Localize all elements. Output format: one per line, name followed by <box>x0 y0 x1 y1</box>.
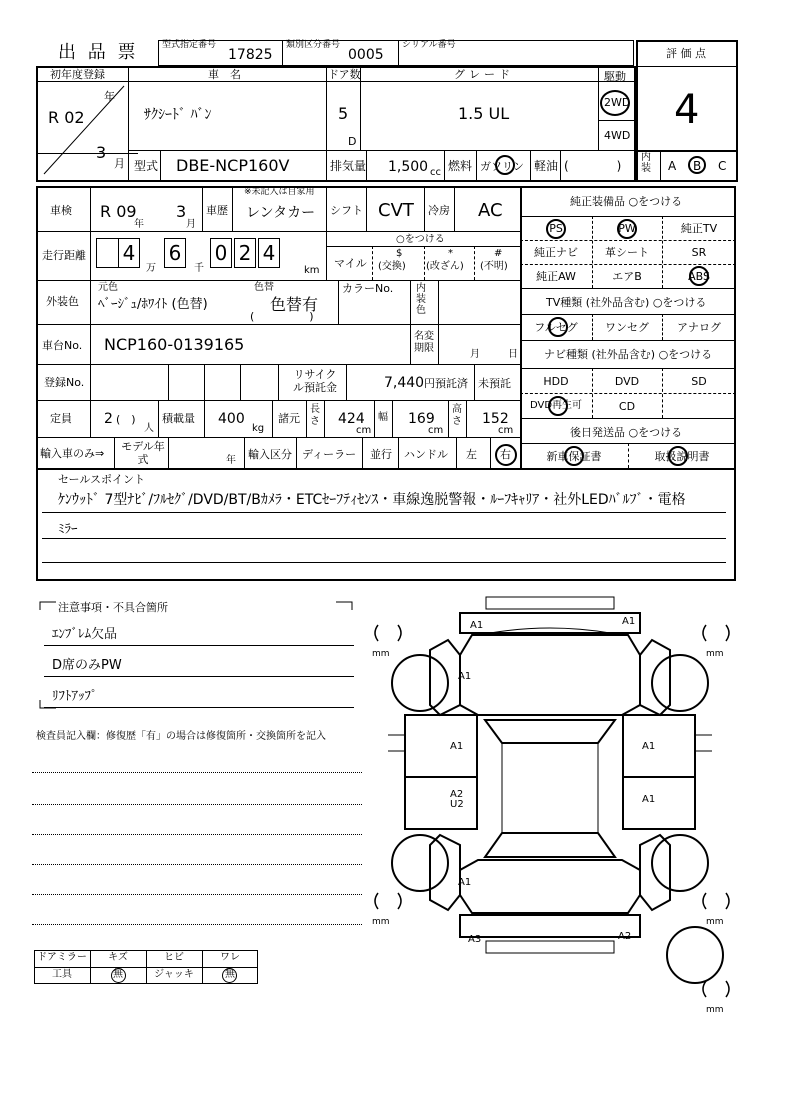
mm-label: mm <box>372 649 390 659</box>
mm-label: mm <box>372 917 390 927</box>
tools-label: 工具 <box>52 969 72 980</box>
sales-point-line2: ﾐﾗｰ <box>58 522 78 537</box>
dims-label: 諸元 <box>278 412 300 425</box>
tv-oneseg: ワンセグ <box>605 321 649 334</box>
import-dealer: ディーラー <box>302 448 357 461</box>
mm-label: mm <box>706 1005 724 1015</box>
chassis-number: NCP160-0139165 <box>104 335 245 354</box>
first-reg-month: 3 <box>96 143 107 162</box>
nav-hdd: HDD <box>543 375 569 388</box>
jack-value: 無 <box>225 969 235 980</box>
drive-label: 駆動 <box>604 70 626 83</box>
grade-label: グレード <box>454 68 514 81</box>
door-count: 5 <box>338 104 349 123</box>
sheet-title: 出 品 票 <box>58 42 139 63</box>
later-warranty: 新車保証書 <box>546 450 602 463</box>
shaken-month-unit: 月 <box>186 219 196 230</box>
katashiki-label: 型式 <box>134 159 159 173</box>
name-change-label: 名変期限 <box>414 331 434 354</box>
inspector-label: 検査員記入欄：修復歴「有」の場合は修復箇所・交換箇所を記入 <box>36 731 326 742</box>
interior-b-circle <box>688 156 706 174</box>
equip-pw-circle <box>617 219 637 239</box>
tv-analog: アナログ <box>677 321 721 334</box>
sales-point-line1: ｹﾝｳｯﾄﾞ 7型ﾅﾋﾞ/ﾌﾙｾｸﾞ/DVD/BT/Bｶﾒﾗ・ETCｾｰﾌﾃｨｾﾝｽ・車線逸脱警報・ﾙｰﾌｷｬﾘｱ・社外LEDﾊﾞﾙﾌﾞ・電格 <box>58 492 686 508</box>
import-type-label: 輸入区分 <box>248 448 292 461</box>
recycle-amount: 7,440 <box>384 375 425 391</box>
class-code-label: 類別区分番号 <box>286 40 341 50</box>
door-suffix: D <box>348 135 357 148</box>
equip-abs: ABS <box>688 270 710 283</box>
load-unit: kg <box>252 423 265 434</box>
orig-color: ﾍﾞｰｼﾞｭ/ﾎﾜｲﾄ (色替) <box>98 297 208 312</box>
color-no-label: カラーNo. <box>342 282 394 295</box>
fuel-label: 燃料 <box>448 159 473 173</box>
recycle-paid: 円預託済 <box>424 377 468 390</box>
orig-color-label: 元色 <box>98 282 118 293</box>
jack-circle <box>222 968 237 983</box>
mileage-digit: 4 <box>258 238 280 268</box>
tools-value: 無 <box>113 969 123 980</box>
damage-mark: A1 <box>458 671 472 682</box>
capacity-value: 2 <box>104 411 113 427</box>
history-note: ※未記入は自家用 <box>244 187 315 197</box>
equip-leather: 革シート <box>605 246 649 259</box>
damage-mark: A2 <box>618 931 632 942</box>
jack-label: ジャッキ <box>154 969 194 980</box>
damage-mark: A1 <box>458 877 472 888</box>
nm-month: 月 <box>470 349 480 360</box>
shaken-label: 車検 <box>50 204 72 217</box>
cc-unit: cc <box>430 167 441 178</box>
rating-score: 4 <box>674 87 700 133</box>
damage-mark: A1 <box>450 741 464 752</box>
first-reg-label: 初年度登録 <box>50 68 105 81</box>
model-code-label: 型式指定番号 <box>162 40 217 50</box>
shift-label: シフト <box>330 204 363 217</box>
reg-no-label: 登録No. <box>44 376 85 389</box>
damage-mark: A1 <box>470 620 484 631</box>
sales-point-label: セールスポイント <box>58 473 146 486</box>
mileage-digit: 0 <box>210 238 232 268</box>
drive-2wd: 2WD <box>604 96 631 109</box>
shift-value: CVT <box>378 200 414 221</box>
car-name-label: 車 名 <box>208 68 241 81</box>
height-value: 152 <box>482 411 509 427</box>
model-code: 17825 <box>228 47 273 63</box>
mileage-unknown: (不明) <box>480 261 508 272</box>
mileage-exchange: (交換) <box>378 261 406 272</box>
nm-day: 日 <box>508 349 518 360</box>
equip-airbag: エアB <box>612 270 642 283</box>
nav-sd: SD <box>691 375 707 388</box>
mileage-digit-blank <box>96 238 118 268</box>
month-unit: 月 <box>114 157 125 170</box>
damage-mark: A1 <box>642 794 656 805</box>
fuel-diesel: 軽油 <box>534 159 559 173</box>
shaken-month: 3 <box>176 202 187 221</box>
exchange-sym: $ <box>396 248 403 259</box>
handle-right-circle <box>495 444 517 466</box>
load-label: 積載量 <box>162 412 195 425</box>
ac-label: 冷房 <box>428 204 450 217</box>
nav-dvd-play: DVD再生可 <box>529 400 583 411</box>
damage-mark: A1 <box>642 741 656 752</box>
shaken-year-unit: 年 <box>134 219 144 230</box>
capacity-paren: ( ) <box>116 413 136 426</box>
equip-aw: 純正AW <box>536 270 576 283</box>
note-line: ｴﾝﾌﾞﾚﾑ欠品 <box>52 627 118 642</box>
grade-value: 1.5 UL <box>458 104 510 123</box>
recolor-label: 色替 <box>254 282 274 293</box>
tools-circle <box>111 968 126 983</box>
year-unit: 年 <box>104 90 115 103</box>
mileage-digit: 6 <box>164 238 186 268</box>
interior-color-label: 内装色 <box>416 283 426 316</box>
recycle-unpaid: 未預託 <box>478 377 511 390</box>
mileage-label: 走行距離 <box>42 249 86 262</box>
serial-label: シリアル番号 <box>402 40 456 50</box>
mm-label: mm <box>706 649 724 659</box>
damage-mark: A1 <box>622 616 636 627</box>
katashiki: DBE-NCP160V <box>176 156 290 175</box>
interior-label: 内装 <box>641 152 651 174</box>
handle-label: ハンドル <box>404 448 448 461</box>
rating-label: 評 価 点 <box>666 47 706 60</box>
recolor-value: 色替有 <box>270 295 319 314</box>
height-label: 高さ <box>452 404 462 427</box>
tv-fullseg-circle <box>548 317 568 337</box>
nav-cd: CD <box>618 400 636 413</box>
notes-label: 注意事項・不具合箇所 <box>58 601 168 614</box>
equip-tv: 純正TV <box>680 222 718 235</box>
mileage-digit: 4 <box>118 238 140 268</box>
width-value: 169 <box>408 411 435 427</box>
class-code: 0005 <box>348 47 384 63</box>
displacement-label: 排気量 <box>330 159 367 173</box>
mileage-man: 万 <box>146 263 156 274</box>
nav-dvd: DVD <box>614 375 640 388</box>
shaken-era: R 09 <box>100 202 137 221</box>
tamper-sym: * <box>448 248 453 259</box>
crack-label: ヒビ <box>164 952 184 963</box>
equip-ps-circle <box>546 219 566 239</box>
fuel-gasoline: ガソリン <box>480 160 524 173</box>
displacement: 1,500 <box>388 159 429 175</box>
equip-navi: 純正ナビ <box>534 246 578 259</box>
first-reg-era: R 02 <box>48 108 85 127</box>
mileage-sen: 千 <box>194 263 204 274</box>
load-value: 400 <box>218 411 245 427</box>
fuel-gas-circle <box>495 155 515 175</box>
note-line: ﾘﾌﾄｱｯﾌﾟ <box>52 689 98 704</box>
nav-dvd-play-circle <box>548 396 568 416</box>
recolor-paren: ( ) <box>250 310 314 323</box>
equip-sr: SR <box>691 246 707 259</box>
doors-label: ドア数 <box>328 68 361 81</box>
later-manual: 取扱説明書 <box>654 450 710 463</box>
color-label: 外装色 <box>46 295 79 308</box>
import-parallel: 並行 <box>370 448 392 461</box>
length-cm: cm <box>356 425 372 436</box>
equip-ps: PS <box>549 222 563 235</box>
handle-right: 右 <box>500 448 511 461</box>
later-warranty-circle <box>564 446 584 466</box>
note-line: D席のみPW <box>52 658 122 673</box>
damage-mark: A2 <box>450 789 464 800</box>
scratch-label: キズ <box>108 952 128 963</box>
door-mirror-label: ドアミラー <box>37 952 87 963</box>
length-value: 424 <box>338 411 365 427</box>
tv-fullseg: フルセグ <box>534 321 578 334</box>
height-cm: cm <box>498 425 514 436</box>
history-label: 車歴 <box>206 204 228 217</box>
history-value: レンタカー <box>246 205 316 221</box>
capacity-unit: 人 <box>144 423 154 434</box>
genuine-header: 純正装備品 ○をつける <box>570 195 683 208</box>
interior-c: C <box>718 159 727 173</box>
break-label: ワレ <box>220 952 240 963</box>
length-label: 長さ <box>310 404 320 427</box>
mm-label: mm <box>706 917 724 927</box>
model-year-unit: 年 <box>226 455 236 466</box>
width-label: 幅 <box>378 412 388 423</box>
fuel-other: ( ) <box>564 159 622 173</box>
ac-value: AC <box>478 200 503 221</box>
damage-mark: A3 <box>468 934 482 945</box>
nav-header: ナビ種類 (社外品含む) ○をつける <box>544 348 713 361</box>
mileage-mile: マイル <box>334 257 367 270</box>
recycle-label: リサイクル預託金 <box>293 368 337 394</box>
width-cm: cm <box>428 425 444 436</box>
mileage-digit: 2 <box>234 238 256 268</box>
model-year-label: モデル年式 <box>121 440 165 466</box>
mileage-tamper: (改ざん) <box>426 261 464 272</box>
drive-4wd: 4WD <box>604 129 631 142</box>
car-damage-diagram <box>360 595 740 1020</box>
later-manual-circle <box>668 446 688 466</box>
mileage-km: km <box>304 265 320 276</box>
interior-a: A <box>668 159 677 173</box>
handle-left: 左 <box>466 448 477 461</box>
import-label: 輸入車のみ⇒ <box>40 447 105 460</box>
equip-abs-circle <box>689 266 709 286</box>
later-header: 後日発送品 ○をつける <box>570 426 683 439</box>
damage-mark: U2 <box>450 799 464 810</box>
mileage-check-header: ○をつける <box>396 234 445 245</box>
unknown-sym: # <box>494 248 503 259</box>
chassis-label: 車台No. <box>42 339 83 352</box>
tv-header: TV種類 (社外品含む) ○をつける <box>546 296 707 309</box>
capacity-label: 定員 <box>50 412 72 425</box>
interior-b: B <box>693 159 702 173</box>
equip-pw: PW <box>618 222 636 235</box>
car-name: ｻｸｼｰﾄﾞ ﾊﾞﾝ <box>144 107 212 123</box>
